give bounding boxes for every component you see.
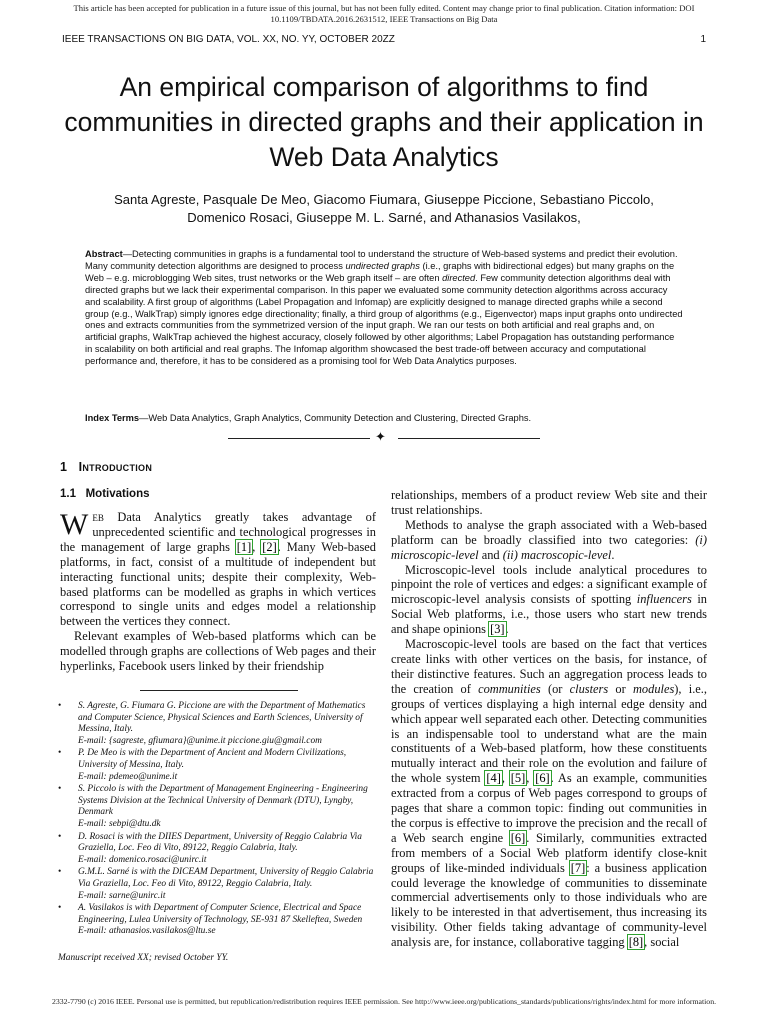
citation-link[interactable]: [1]	[236, 539, 252, 554]
text-run: (or	[540, 681, 570, 696]
emphasis: (i) microscopic-level	[391, 532, 707, 562]
divider-line-right	[398, 438, 540, 439]
emphasis: clusters	[569, 681, 609, 696]
right-column-body	[391, 488, 707, 950]
text-run: Macroscopic-level tools are based on the fact that vertices create links with other vertices on the basis, for instance, of their distinctive features. Such an aggregation process leads to the creation of	[391, 637, 707, 696]
affiliation-item	[58, 701, 378, 747]
manuscript-note: Manuscript received XX; revised October YY.	[58, 953, 229, 963]
text-run: or	[608, 681, 633, 696]
running-head	[62, 34, 706, 45]
citation-link[interactable]: [8]	[628, 935, 644, 950]
text-run: in Social Web platforms, i.e., those users who start new trends and shape opinions	[391, 592, 707, 637]
section-heading	[60, 460, 152, 474]
affiliation-item	[58, 867, 378, 902]
bullet-icon: •	[58, 867, 62, 878]
citation-link[interactable]: [3]	[490, 622, 505, 637]
text-run: . Many Web-based platforms, in fact, consist of a multitude of independent but interacting functional units; despite their complexity, Web-based platforms can be modelled as graphs in which vertices correspond to single units and edges model a relationship between the vertices they connect.	[60, 539, 377, 629]
text-run: ,	[252, 539, 262, 554]
paragraph	[391, 563, 707, 638]
author-line-1: Santa Agreste, Pasquale De Meo, Giacomo Fiumara, Giuseppe Piccione, Sebastiano Piccolo,	[114, 192, 654, 207]
emphasis: (ii) macroscopic-level	[502, 547, 612, 562]
footnote-rule	[140, 690, 298, 691]
divider-line-left	[228, 438, 370, 439]
citation-link[interactable]: [5]	[510, 771, 526, 786]
subsection-heading	[60, 488, 149, 500]
text-run: , social	[644, 935, 680, 950]
affiliation-email: E-mail: pdemeo@unime.it	[78, 771, 178, 782]
affiliation-text: D. Rosaci is with the DIIES Department, University of Reggio Calabria Via Graziella, Loc. Feo di Vito, 89122, Reggio Calabria, Italy.	[78, 831, 362, 854]
index-terms-text: —Web Data Analytics, Graph Analytics, Community Detection and Clustering, Directed Graphs.	[139, 413, 532, 423]
text-run: . As an example, communities extracted from a corpus of Web pages correspond to groups of pages that share a common topic: finding out communities in the corpus is effective to improve the precision and the recall of a Web search engine	[391, 771, 707, 845]
abstract	[85, 249, 683, 368]
paragraph: Relevant examples of Web-based platforms which can be modelled through graphs are collections of Web pages and their hyperlinks, Facebook users linked by their friendship	[60, 629, 376, 674]
text-run: and	[478, 547, 503, 562]
affiliation-email: E-mail: {sagreste, gfiumara}@unime.it piccione.giu@gmail.com	[78, 735, 322, 746]
affiliation-item	[58, 784, 378, 830]
affiliation-text: G.M.L. Sarné is with the DICEAM Department, University of Reggio Calabria Via Graziella, Loc. Feo di Vito, 89122, Reggio Calabria, Italy.	[78, 867, 374, 889]
paragraph	[391, 518, 707, 563]
journal-name: IEEE TRANSACTIONS ON BIG DATA, VOL. XX, NO. YY, OCTOBER 20ZZ	[62, 34, 395, 45]
smallcap-lead: eb	[92, 510, 104, 524]
abstract-text: . Few community detection algorithms deal with directed graphs but we lack their experimental comparison. In this paper we evaluated some community detection algorithms across accuracy and scalability. A first group of algorithms (Label Propagation and Infomap) are explicitly designed to manage directed graphs while a second group (e.g., WalkTrap) simply ignores edge directionality; finally, a third group of algorithms (e.g., Eigenvector) maps input graphs onto undirected ones and extracts communities from the symmetrized version of the input graph. We ran our tests on both artificial and real graphs and, on artificial graphs, WalkTrap achieved the highest accuracy, closely followed by other algorithms; Label Propagation has outstanding performance in scalability on both artificial and real graphs. The Infomap algorithm showcased the best trade-off between accuracy and computational performance and, therefore, it has to be considered as a promising tool for Web Data Analytics purposes.	[85, 272, 683, 367]
abstract-emphasis: undirected graphs	[345, 260, 420, 271]
divider-star-icon: ✦	[375, 430, 386, 445]
emphasis: communities	[478, 681, 541, 696]
paragraph	[60, 510, 376, 629]
bullet-icon: •	[58, 903, 62, 914]
citation-link[interactable]: [4]	[486, 771, 501, 786]
citation-link[interactable]: [2]	[262, 539, 277, 554]
affiliation-text: S. Agreste, G. Fiumara G. Piccione are with the Department of Mathematics and Computer Science, Physical Sciences and Earth Sciences, University of Messina, Italy.	[78, 701, 366, 735]
affiliation-email: E-mail: domenico.rosaci@unirc.it	[78, 854, 207, 865]
affiliation-item	[58, 832, 378, 867]
page-number: 1	[700, 34, 706, 45]
drop-cap: W	[60, 508, 89, 541]
text-run: ), i.e., groups of vertices displaying a high internal edge density and which appear well separated each other. Detecting communities is an indispensable tool to understand what are the main constituents of a Web-based platform, how these constituents mutually interact and their role on the evolution and failure of the whole system	[391, 681, 707, 786]
emphasis: modules	[632, 681, 675, 696]
paragraph: relationships, members of a product review Web site and their trust relationships.	[391, 488, 707, 517]
index-terms	[85, 412, 683, 424]
bullet-icon: •	[58, 831, 62, 842]
text-run: .	[505, 622, 509, 637]
subsection-number: 1.1	[60, 488, 76, 500]
bullet-icon: •	[58, 784, 62, 795]
abstract-text: (i.e., graphs with bidirectional edges) but many graphs on the Web – e.g. microblogging Web sites, trust networks or the Web graph itself – are often	[85, 260, 675, 283]
text-run: . Similarly, communities extracted from members of a Social Web platform identify close-knit groups of like-minded individuals	[391, 830, 708, 875]
left-column-body	[60, 510, 376, 674]
affiliation-item	[58, 748, 378, 783]
section-number: 1	[60, 460, 68, 474]
affiliation-item	[58, 903, 378, 938]
copyright-footer: 2332-7790 (c) 2016 IEEE. Personal use is permitted, but republication/redistribution requires IEEE permission. See http://www.ieee.org/publications_standards/publications/rights/index.html for more information.	[51, 997, 717, 1006]
author-list	[70, 191, 698, 227]
affiliation-text: A. Vasilakos is with Department of Computer Science, Electrical and Space Engineering, Lulea University of Technology, SE-931 87 Skelleftea, Sweden	[78, 903, 363, 925]
section-divider	[228, 430, 540, 445]
text-run: Microscopic-level tools include analytical procedures to pinpoint the role of vertices and edges: a significant example of microscopic-level analysis consists of spotting	[391, 562, 707, 607]
citation-link[interactable]: [6]	[535, 771, 550, 786]
author-line-2: Domenico Rosaci, Giuseppe M. L. Sarné, and Athanasios Vasilakos,	[187, 210, 581, 225]
publication-notice: This article has been accepted for publication in a future issue of this journal, but has not been fully edited. Content may change prior to final publication. Citation information: DOI 10.1109/TBDATA.2016.2631512, IEEE Transactions on Big Data	[73, 3, 695, 24]
bullet-icon: •	[58, 701, 62, 711]
emphasis: influencers	[636, 592, 692, 607]
text-run: Methods to analyse the graph associated with a Web-based platform can be broadly classified into two categories:	[391, 517, 707, 547]
affiliation-email: E-mail: athanasios.vasilakos@ltu.se	[78, 926, 216, 937]
affiliation-footnotes	[58, 701, 378, 939]
subsection-title: Motivations	[85, 488, 150, 500]
abstract-label: Abstract	[85, 249, 123, 259]
affiliation-email: E-mail: sarne@unirc.it	[78, 890, 166, 901]
citation-link[interactable]: [7]	[570, 860, 586, 875]
index-terms-label: Index Terms	[85, 413, 140, 423]
abstract-emphasis: directed	[442, 272, 476, 283]
affiliation-text: S. Piccolo is with the Department of Management Engineering - Engineering Systems Division at the Technical University of Denmark (DTU), Lyngby, Denmark	[78, 784, 368, 818]
section-title: Introduction	[78, 460, 153, 474]
text-run: .	[611, 547, 615, 562]
bullet-icon: •	[58, 748, 62, 759]
abstract-text: —Detecting communities in graphs is a fundamental tool to understand the structure of Web-based systems and predict their evolution. Many community detection algorithms are designed to process	[85, 249, 678, 271]
affiliation-email: E-mail: sebpi@dtu.dk	[78, 818, 161, 829]
text-run: Data Analytics greatly takes advantage of unprecedented scientific and technological progresses in the management of large graphs	[60, 510, 376, 554]
affiliation-text: P. De Meo is with the Department of Ancient and Modern Civilizations, University of Messina, Italy.	[78, 748, 347, 770]
paper-title: An empirical comparison of algorithms to find communities in directed graphs and their application in Web Data Analytics	[64, 72, 704, 172]
paragraph: Macroscopic-level tools are based on the fact that vertices create links with other vertices on the basis, for instance, of their distinctive features. Such an aggregation process leads to the creation of communities (or clusters or modules), i.e., groups of vertices displaying a high internal edge density and which appear well separated each other. Detecting communities is an indispensable tool to understand what are the main constituents of a Web-based platform, how these constituents mutually interact and their role on the evolution and failure of the whole system [4], [5], [6]. As an example, communities extracted from a corpus of Web pages correspond to groups of pages that share a common topic: finding out communities in the corpus is effective to improve the precision and the recall of a Web search engine [6]. Similarly, communities extracted from members of a Social Web platform identify close-knit groups of like-minded individuals [7]: a business application could leverage the knowledge of communities to disseminate commercial advertisements only to those individuals who are likely to be interested in that advertisement, thus increasing its visibility. Other fields taking advantage of community-level analysis are, for instance, collaborative tagging [8], social	[391, 637, 708, 950]
text-run: : a business application could leverage the knowledge of communities to disseminate commercial advertisements only to those individuals who are likely to be interested in that advertisement, thus increasing its visibility. Other fields taking advantage of community-level analysis are, for instance, collaborative tagging	[391, 860, 707, 950]
citation-link[interactable]: [6]	[510, 830, 526, 845]
